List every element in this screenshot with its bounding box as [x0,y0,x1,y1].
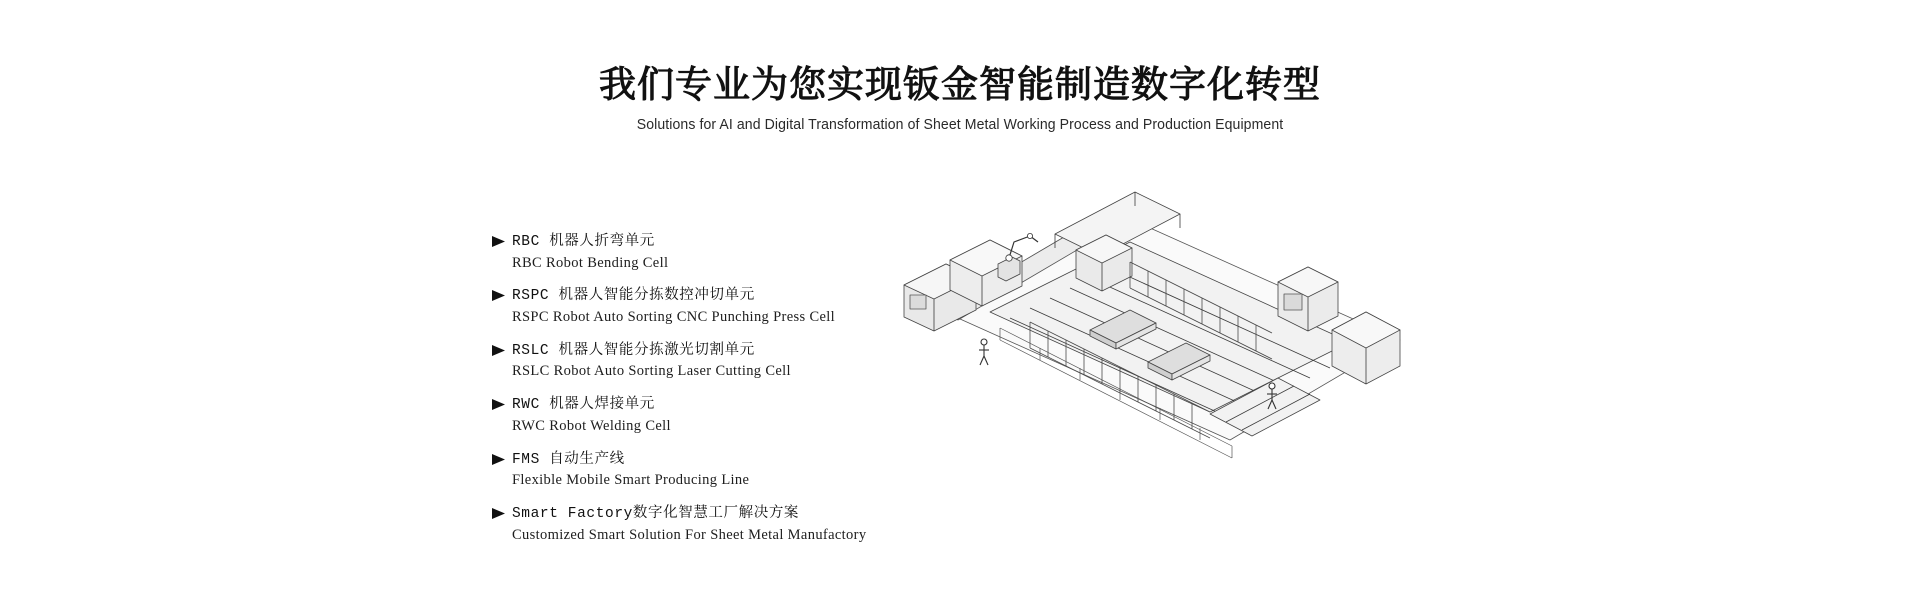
triangle-right-icon [492,508,512,519]
header [0,62,1920,133]
list-item-label-en: RSPC Robot Auto Sorting CNC Punching Press Cell [512,308,836,325]
list-item[interactable] [492,504,962,544]
triangle-right-icon [492,236,512,247]
list-item-label-cn: RWC 机器人焊接单元 [512,397,655,414]
triangle-right-icon [492,290,512,301]
smart-factory-production-line-illustration [880,190,1440,490]
list-item-label-en: RBC Robot Bending Cell [512,254,669,271]
list-item-label-en: RSLC Robot Auto Sorting Laser Cutting Cell [512,363,791,380]
page-subtitle: Solutions for AI and Digital Transformation of Sheet Metal Working Process and Production Equipment [636,117,1284,134]
list-item-label-cn: RSPC 机器人智能分拣数控冲切单元 [512,288,755,305]
list-item-label-en: Flexible Mobile Smart Producing Line [512,472,750,489]
list-item-label-en: RWC Robot Welding Cell [512,417,671,434]
page-title: 我们专业为您实现钣金智能制造数字化转型 [599,64,1321,105]
list-item-label-en: Customized Smart Solution For Sheet Metal Manufactory [512,526,867,543]
triangle-right-icon [492,345,512,356]
list-item-label-cn: RBC 机器人折弯单元 [512,234,655,250]
list-item-label-cn: Smart Factory数字化智慧工厂解决方案 [512,506,800,523]
triangle-right-icon [492,399,512,410]
list-item-label-cn: FMS 自动生产线 [512,451,625,468]
list-item-label-cn: RSLC 机器人智能分拣激光切割单元 [512,342,755,359]
triangle-right-icon [492,454,512,465]
